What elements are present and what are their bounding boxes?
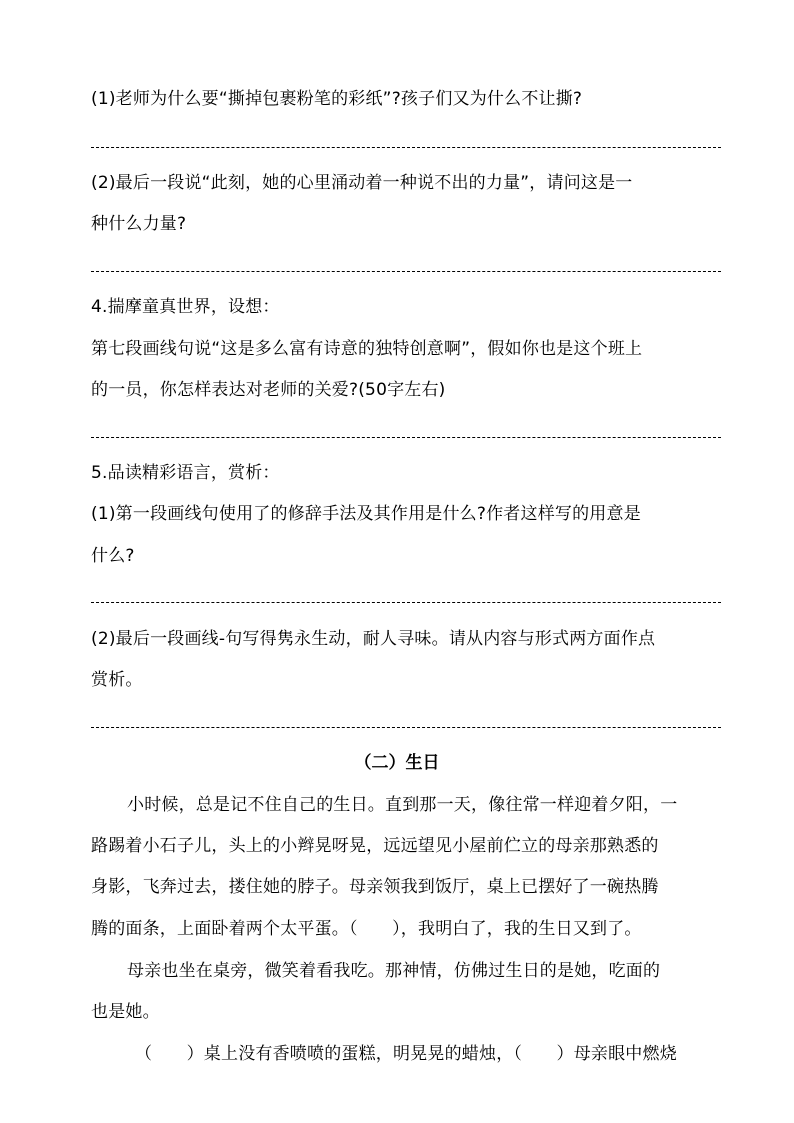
section-title: （二）生日 [354, 753, 440, 773]
question-4-heading: 4.揣摩童真世界，设想： [91, 297, 280, 317]
answer-line[interactable] [91, 727, 721, 728]
question-5-2-line1: (2)最后一段画线-句写得隽永生动，耐人寻味。请从内容与形式两方面作点 [91, 629, 656, 649]
paragraph-1-line1: 小时候，总是记不住自己的生日。直到那一天，像往常一样迎着夕阳，一 [127, 795, 678, 815]
answer-line[interactable] [91, 437, 721, 438]
answer-line[interactable] [91, 271, 721, 272]
question-5-2-line2: 赏析。 [91, 670, 143, 690]
paragraph-1-line3: 身影，飞奔过去，搂住她的脖子。母亲领我到饭厅，桌上已摆好了一碗热腾 [91, 877, 659, 897]
answer-line[interactable] [91, 147, 721, 148]
question-5-1-line2: 什么? [91, 546, 135, 566]
question-4-1: (1)老师为什么要“撕掉包裹粉笔的彩纸”?孩子们又为什么不让撕? [91, 89, 583, 109]
question-4-2-line1: (2)最后一段说“此刻，她的心里涌动着一种说不出的力量”，请问这是一 [91, 173, 633, 193]
paragraph-2-line2: 也是她。 [91, 1002, 160, 1022]
question-4-body-line1: 第七段画线句说“这是多么富有诗意的独特创意啊”，假如你也是这个班上 [91, 339, 643, 359]
question-5-1-line1: (1)第一段画线句使用了的修辞手法及其作用是什么?作者这样写的用意是 [91, 504, 641, 524]
answer-line[interactable] [91, 602, 721, 603]
paragraph-1-line4: 腾的面条，上面卧着两个太平蛋。（ ），我明白了，我的生日又到了。 [91, 919, 642, 939]
paragraph-3-line1: （ ）桌上没有香喷喷的蛋糕，明晃晃的蜡烛，（ ）母亲眼中燃烧 [135, 1044, 677, 1064]
question-4-body-line2: 的一员，你怎样表达对老师的关爱?(50字左右) [91, 380, 446, 400]
paragraph-1-line2: 路踢着小石子儿，头上的小辫晃呀晃，远远望见小屋前伫立的母亲那熟悉的 [91, 836, 659, 856]
paragraph-2-line1: 母亲也坐在桌旁，微笑着看我吃。那神情，仿佛过生日的是她，吃面的 [127, 961, 661, 981]
question-5-heading: 5.品读精彩语言，赏析： [91, 463, 280, 483]
question-4-2-line2: 种什么力量? [91, 214, 187, 234]
